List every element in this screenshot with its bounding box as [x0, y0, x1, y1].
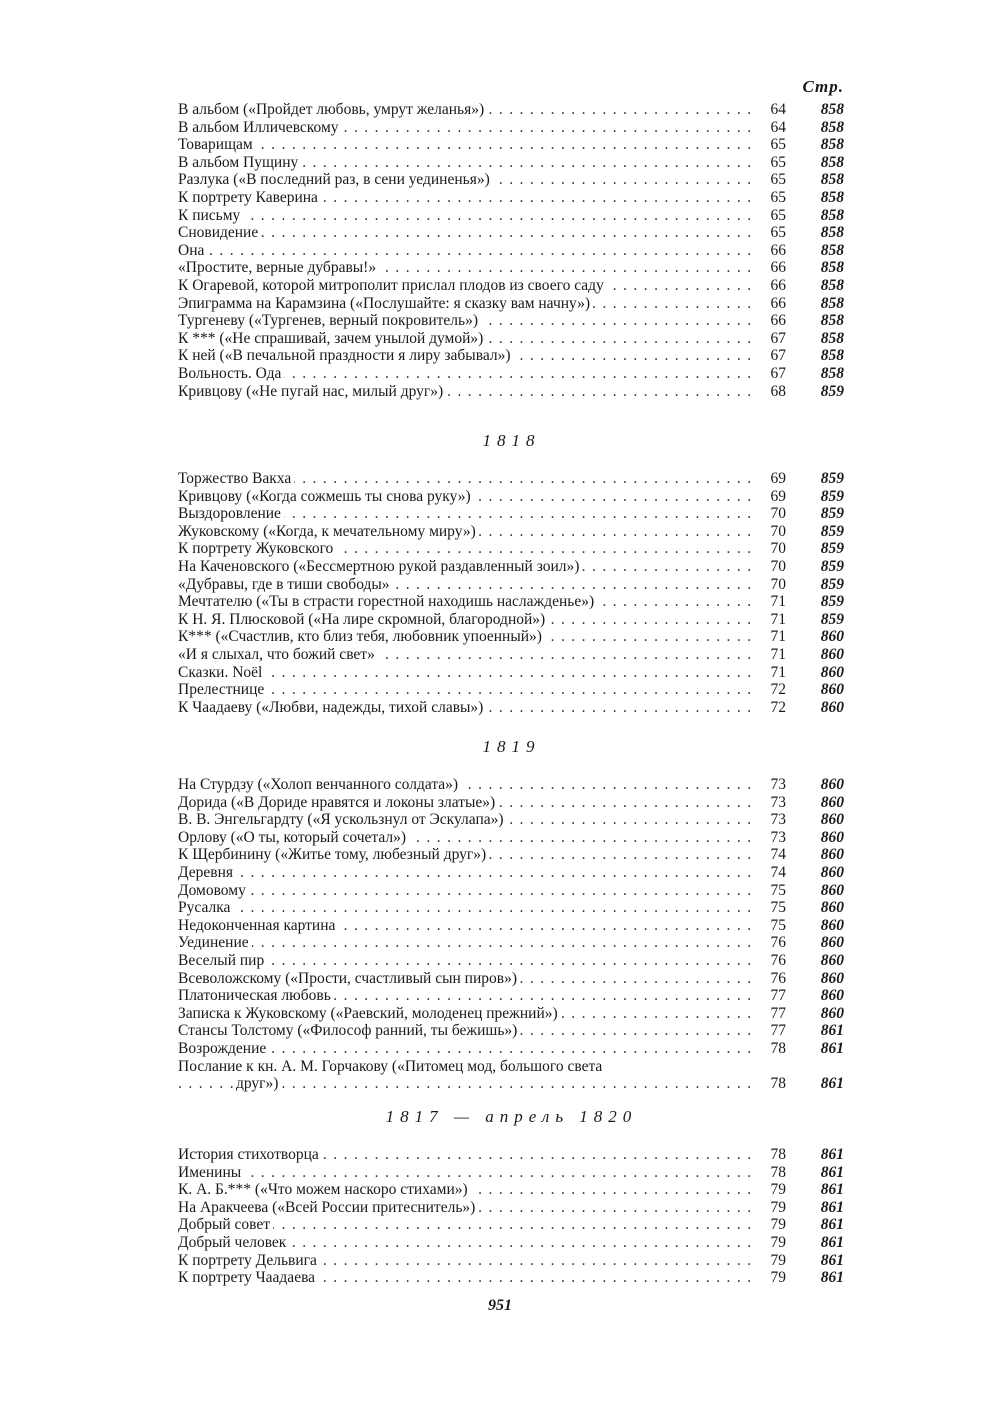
- entry-title: [178, 1199, 756, 1217]
- entry-title: [178, 970, 756, 988]
- entry-title-text: В альбом Илличевскому: [178, 119, 342, 136]
- entry-title: [178, 776, 756, 794]
- entry-title: [178, 1058, 733, 1076]
- toc-entry: [178, 917, 845, 935]
- entry-page-number: 65: [770, 224, 786, 242]
- entry-note-page: 859: [820, 540, 844, 558]
- toc-entry: [178, 1058, 845, 1093]
- entry-note-page: 859: [820, 487, 844, 505]
- entry-page-number: 77: [770, 1022, 786, 1040]
- entry-title: [178, 470, 756, 488]
- entry-page-number: 75: [770, 881, 786, 899]
- entry-title: [178, 136, 756, 154]
- entry-title: [178, 171, 756, 189]
- toc-entry: [178, 277, 845, 295]
- entry-title: [178, 664, 756, 682]
- page-number: 951: [488, 1297, 512, 1314]
- entry-page-number: 70: [770, 522, 786, 540]
- entry-note-page: 858: [820, 259, 844, 277]
- entry-title: [178, 1234, 756, 1252]
- entry-note-page: 860: [820, 793, 844, 811]
- toc-entry: [178, 207, 845, 225]
- toc-entry: [178, 1146, 845, 1164]
- entry-note-page: 861: [820, 1251, 844, 1269]
- entry-page-number: 79: [770, 1181, 786, 1199]
- entry-title-text: К Н. Я. Плюсковой («На лире скромной, благородной»): [178, 611, 548, 628]
- entry-title: [178, 987, 756, 1005]
- entry-title-text: Дорида («В Дориде нравятся и локоны златые»): [178, 794, 498, 811]
- entry-title: [178, 1216, 756, 1234]
- toc-entry: [178, 558, 845, 576]
- entry-page-number: 75: [770, 899, 786, 917]
- entry-title-text: Деревня: [178, 864, 236, 881]
- toc-entry: [178, 628, 845, 646]
- entry-page-number: 70: [770, 540, 786, 558]
- entry-note-page: 860: [820, 846, 844, 864]
- entry-page-number: 71: [770, 628, 786, 646]
- entry-title-text: Тургеневу («Тургенев, верный покровитель»): [178, 312, 481, 329]
- entry-title-text: В альбом Пущину: [178, 154, 301, 171]
- entry-page-number: 71: [770, 593, 786, 611]
- entry-title: [178, 1040, 756, 1058]
- toc-entry: [178, 259, 845, 277]
- entry-note-page: 860: [820, 987, 844, 1005]
- entry-title-text: Прелестнице: [178, 681, 267, 698]
- entry-note-page: 859: [820, 522, 844, 540]
- entry-title-text: Послание к кн. А. М. Горчакову («Питомец мод, большого света: [178, 1058, 605, 1075]
- entry-title: [178, 224, 756, 242]
- toc-entry: [178, 505, 845, 523]
- entry-title: [178, 846, 756, 864]
- entry-title-text: Недоконченная картина: [178, 917, 338, 934]
- entry-title-continuation: [178, 1075, 756, 1093]
- toc-entry: [178, 1252, 845, 1270]
- entry-title-text: Уединение: [178, 934, 252, 951]
- entry-title: [178, 365, 756, 383]
- entry-title-text: Платоническая любовь: [178, 987, 334, 1004]
- entry-title-text: «И я слыхал, что божий свет»: [178, 646, 378, 663]
- entry-note-page: 859: [820, 610, 844, 628]
- entry-page-number: 78: [770, 1075, 786, 1093]
- entry-title: [178, 899, 756, 917]
- entry-title-text: Товарищам: [178, 136, 256, 153]
- entry-title: [178, 1181, 756, 1199]
- entry-title-text: В альбом («Пройдет любовь, умрут желанья»): [178, 101, 487, 118]
- entry-title: [178, 540, 756, 558]
- entry-page-number: 69: [770, 470, 786, 487]
- entry-note-page: 860: [820, 1004, 844, 1022]
- toc-entry: [178, 347, 845, 365]
- toc-entry: [178, 383, 845, 401]
- entry-page-number: 64: [770, 118, 786, 136]
- entry-page-number: 70: [770, 557, 786, 575]
- toc-entry: [178, 171, 845, 189]
- entry-page-number: 76: [770, 934, 786, 952]
- entry-title: [178, 347, 756, 365]
- entry-title-text: Русалка: [178, 899, 233, 916]
- entry-page-number: 71: [770, 645, 786, 663]
- entry-title-text: Сказки. Noël: [178, 664, 265, 681]
- toc-entry: [178, 224, 845, 242]
- entry-note-page: 860: [820, 628, 844, 646]
- entry-title-text: К*** («Счастлив, кто близ тебя, любовник упоенный»): [178, 628, 545, 645]
- section-1819: [178, 737, 845, 1093]
- toc-entry: [178, 523, 845, 541]
- entry-note-page: 858: [820, 347, 844, 365]
- entry-note-page: 861: [820, 1022, 844, 1040]
- entry-title-text: На Аракчеева («Всей России притеснитель»): [178, 1199, 478, 1216]
- toc-entry: [178, 681, 845, 699]
- entry-page-number: 71: [770, 663, 786, 681]
- toc-entry: [178, 540, 845, 558]
- toc-entry: [178, 136, 845, 154]
- entry-title: [178, 189, 756, 207]
- toc-entry: [178, 987, 845, 1005]
- entry-title: [178, 917, 756, 935]
- entry-title: [178, 699, 756, 717]
- entry-note-page: 858: [820, 364, 844, 382]
- entry-page-number: 79: [770, 1233, 786, 1251]
- toc-entry: [178, 189, 845, 207]
- toc-entry: [178, 470, 845, 488]
- entry-title-text: «Простите, верные дубравы!»: [178, 259, 379, 276]
- entry-title-text: К Огаревой, которой митрополит прислал плодов из своего саду: [178, 277, 607, 294]
- entry-title: [178, 882, 756, 900]
- toc-entry: [178, 154, 845, 172]
- toc-entry: [178, 829, 845, 847]
- entry-title: [178, 1269, 756, 1287]
- entry-title: [178, 488, 756, 506]
- entry-page-number: 65: [770, 136, 786, 154]
- entry-note-page: 860: [820, 663, 844, 681]
- entry-note-page: 858: [820, 153, 844, 171]
- entry-title: [178, 523, 756, 541]
- entry-note-page: 858: [820, 171, 844, 189]
- toc-entry: [178, 1005, 845, 1023]
- entry-title-text: История стихотворца: [178, 1146, 322, 1163]
- toc-entry: [178, 646, 845, 664]
- entry-page-number: 73: [770, 828, 786, 846]
- entry-page-number: 68: [770, 382, 786, 400]
- entry-title: [178, 383, 756, 401]
- entry-title: [178, 1164, 756, 1182]
- toc-entry: [178, 864, 845, 882]
- entry-note-page: 861: [820, 1163, 844, 1181]
- entry-page-number: 70: [770, 505, 786, 523]
- entry-note-page: 860: [820, 881, 844, 899]
- entry-note-page: 858: [820, 101, 844, 118]
- entry-page-number: 65: [770, 153, 786, 171]
- entry-note-page: 860: [820, 698, 844, 716]
- entry-title: [178, 681, 756, 699]
- entry-title-text: К письму: [178, 207, 243, 224]
- entry-note-page: 858: [820, 294, 844, 312]
- entry-title: [178, 558, 756, 576]
- entry-title: [178, 829, 756, 847]
- entry-note-page: 861: [820, 1075, 844, 1093]
- entry-note-page: 860: [820, 645, 844, 663]
- entry-title: [178, 154, 756, 172]
- entry-title-text: Записка к Жуковскому («Раевский, молоденец прежний»): [178, 1005, 561, 1022]
- entry-note-page: 861: [820, 1039, 844, 1057]
- entry-title: [178, 505, 756, 523]
- toc-entry: [178, 934, 845, 952]
- entry-note-page: 858: [820, 188, 844, 206]
- section-year-heading: 1818: [482, 431, 541, 450]
- entry-page-number: 72: [770, 698, 786, 716]
- entry-note-page: 859: [820, 505, 844, 523]
- entry-page-number: 65: [770, 206, 786, 224]
- toc-entry: [178, 593, 845, 611]
- entry-title: [178, 646, 756, 664]
- entry-note-page: 860: [820, 951, 844, 969]
- section-year-heading: 1817 — апрель 1820: [385, 1107, 638, 1126]
- entry-title: [178, 794, 756, 812]
- entry-title: [178, 864, 756, 882]
- entry-page-number: 73: [770, 793, 786, 811]
- entry-page-number: 77: [770, 987, 786, 1005]
- entry-page-number: 65: [770, 188, 786, 206]
- toc-entry: [178, 488, 845, 506]
- entry-note-page: 860: [820, 934, 844, 952]
- toc-entry: [178, 776, 845, 794]
- entry-page-number: 70: [770, 575, 786, 593]
- entry-page-number: 66: [770, 259, 786, 277]
- entry-note-page: 859: [820, 593, 844, 611]
- entry-page-number: 66: [770, 312, 786, 330]
- entry-page-number: 79: [770, 1269, 786, 1287]
- toc-entry: [178, 882, 845, 900]
- entry-title-text: К портрету Чаадаева: [178, 1269, 318, 1286]
- toc-entry: [178, 365, 845, 383]
- entry-page-number: 79: [770, 1216, 786, 1234]
- toc-entry: [178, 576, 845, 594]
- entry-title-text: «Дубравы, где в тиши свободы»: [178, 576, 393, 593]
- entry-page-number: 69: [770, 487, 786, 505]
- entry-title-text: Выздоровление: [178, 505, 284, 522]
- entry-title-text: Разлука («В последний раз, в сени уединенья»): [178, 171, 493, 188]
- entry-note-page: 861: [820, 1181, 844, 1199]
- entry-title: [178, 1146, 756, 1164]
- toc-entry: [178, 970, 845, 988]
- section-1818: [178, 431, 845, 716]
- entry-note-page: 861: [820, 1146, 844, 1163]
- entry-note-page: 861: [820, 1233, 844, 1251]
- toc-entry: [178, 1164, 845, 1182]
- toc-entry: [178, 611, 845, 629]
- entry-title-text: Мечтателю («Ты в страсти горестной находишь наслажденье»): [178, 593, 597, 610]
- entry-title: [178, 119, 756, 137]
- entry-title: [178, 593, 756, 611]
- entry-note-page: 860: [820, 969, 844, 987]
- entry-title-text: К Чаадаеву («Любви, надежды, тихой славы»): [178, 699, 486, 716]
- entry-note-page: 861: [820, 1216, 844, 1234]
- entry-page-number: 76: [770, 951, 786, 969]
- entry-page-number: 66: [770, 294, 786, 312]
- entry-title-text: На Стурдзу («Холоп венчанного солдата»): [178, 776, 461, 793]
- entry-page-number: 74: [770, 846, 786, 864]
- entry-page-number: 75: [770, 916, 786, 934]
- entry-title: [178, 207, 756, 225]
- toc-entry: [178, 794, 845, 812]
- toc-entry: [178, 1022, 845, 1040]
- toc-entry: [178, 101, 845, 119]
- entry-title-text: Веселый пир: [178, 952, 267, 969]
- entry-page-number: 64: [770, 101, 786, 118]
- entry-page-number: 65: [770, 171, 786, 189]
- entry-title: [178, 101, 756, 119]
- entry-title: [178, 811, 756, 829]
- entry-title-text: К портрету Жуковского: [178, 540, 336, 557]
- entry-title: [178, 330, 756, 348]
- toc-entry: [178, 699, 845, 717]
- toc-entry: [178, 952, 845, 970]
- entry-title-text: Добрый совет: [178, 1216, 273, 1233]
- toc-entry: [178, 119, 845, 137]
- entry-page-number: 79: [770, 1198, 786, 1216]
- entry-title-text: Эпиграмма на Карамзина («Послушайте: я сказку вам начну»): [178, 295, 593, 312]
- column-header: Стр.: [802, 77, 844, 96]
- toc-entry: [178, 664, 845, 682]
- entry-title: [178, 934, 756, 952]
- entry-note-page: 860: [820, 916, 844, 934]
- entry-title-text: В. В. Энгельгардту («Я ускользнул от Эскулапа»): [178, 811, 507, 828]
- entry-page-number: 79: [770, 1251, 786, 1269]
- entry-note-page: 860: [820, 776, 844, 793]
- entry-page-number: 71: [770, 610, 786, 628]
- entry-title-text: Кривцову («Не пугай нас, милый друг»): [178, 383, 446, 400]
- entry-title: [178, 259, 756, 277]
- entry-page-number: 66: [770, 241, 786, 259]
- section-year-heading: 1819: [482, 737, 541, 756]
- section-1817-1820: [178, 1107, 845, 1287]
- entry-title-text: Жуковскому («Когда, к мечательному миру»): [178, 523, 479, 540]
- entry-title: [178, 277, 756, 295]
- entry-page-number: 72: [770, 681, 786, 699]
- entry-title-text: К. А. Б.*** («Что можем наскоро стихами»): [178, 1181, 471, 1198]
- entry-title-text: Торжество Вакха: [178, 470, 294, 487]
- entry-page-number: 67: [770, 347, 786, 365]
- toc-entry: [178, 1216, 845, 1234]
- entry-title-text: К *** («Не спрашивай, зачем унылой думой»): [178, 330, 486, 347]
- entry-note-page: 858: [820, 224, 844, 242]
- toc-entry: [178, 312, 845, 330]
- entry-page-number: 74: [770, 863, 786, 881]
- entry-page-number: 78: [770, 1039, 786, 1057]
- entry-page-number: 78: [770, 1163, 786, 1181]
- entry-title: [178, 952, 756, 970]
- entry-note-page: 858: [820, 136, 844, 154]
- entry-title-text: Сновидение: [178, 224, 261, 241]
- entry-page-number: 76: [770, 969, 786, 987]
- entry-note-page: 861: [820, 1269, 844, 1287]
- entry-title-text: Орлову («О ты, который сочетал»): [178, 829, 409, 846]
- entry-title: [178, 576, 756, 594]
- entry-title: [178, 611, 756, 629]
- toc-entry: [178, 899, 845, 917]
- toc-entry: [178, 1181, 845, 1199]
- entry-note-page: 860: [820, 811, 844, 829]
- entry-title-text: Домовому: [178, 882, 249, 899]
- entry-note-page: 858: [820, 241, 844, 259]
- entry-note-page: 858: [820, 329, 844, 347]
- entry-page-number: 67: [770, 364, 786, 382]
- entry-title: [178, 312, 756, 330]
- entry-title: [178, 1022, 756, 1040]
- entry-title-text: К Щербинину («Житье тому, любезный друг»): [178, 846, 489, 863]
- entry-title: [178, 242, 756, 260]
- toc-entry: [178, 846, 845, 864]
- entry-title-text: К ней («В печальной праздности я лиру забывал»): [178, 347, 514, 364]
- entry-note-page: 859: [820, 382, 844, 400]
- entry-title-text: Вольность. Ода: [178, 365, 284, 382]
- entry-page-number: 67: [770, 329, 786, 347]
- section-1817: [178, 101, 845, 400]
- entry-title: [178, 1252, 756, 1270]
- entry-title-text: Добрый человек: [178, 1234, 289, 1251]
- entry-page-number: 73: [770, 776, 786, 793]
- entry-title: [178, 295, 756, 313]
- entry-title-text: Стансы Толстому («Философ ранний, ты бежишь»): [178, 1022, 520, 1039]
- entry-title-text: К портрету Каверина: [178, 189, 321, 206]
- toc-entry: [178, 1199, 845, 1217]
- entry-note-page: 860: [820, 899, 844, 917]
- entry-title-text: Именины: [178, 1164, 244, 1181]
- entry-note-page: 861: [820, 1198, 844, 1216]
- entry-title-text: Возрождение: [178, 1040, 269, 1057]
- entry-note-page: 860: [820, 863, 844, 881]
- toc-entry: [178, 242, 845, 260]
- entry-title: [178, 1005, 756, 1023]
- entry-page-number: 66: [770, 276, 786, 294]
- toc-entry: [178, 295, 845, 313]
- entry-note-page: 859: [820, 557, 844, 575]
- entry-note-page: 858: [820, 118, 844, 136]
- entry-page-number: 78: [770, 1146, 786, 1163]
- entry-title-text: Всеволожскому («Прости, счастливый сын пиров»): [178, 970, 520, 987]
- toc-entry: [178, 330, 845, 348]
- entry-title-continuation-text: друг»): [236, 1075, 281, 1092]
- toc-entry: [178, 1040, 845, 1058]
- entry-note-page: 858: [820, 206, 844, 224]
- entry-title-text: Она: [178, 242, 207, 259]
- toc-entry: [178, 1269, 845, 1287]
- entry-page-number: 77: [770, 1004, 786, 1022]
- entry-title-text: Кривцову («Когда сожмешь ты снова руку»): [178, 488, 474, 505]
- entry-note-page: 858: [820, 312, 844, 330]
- entry-note-page: 858: [820, 276, 844, 294]
- entry-title-text: К портрету Дельвига: [178, 1252, 320, 1269]
- entry-title-text: На Каченовского («Бессмертною рукой раздавленный зоил»): [178, 558, 582, 575]
- entry-title: [178, 628, 756, 646]
- toc-entry: [178, 811, 845, 829]
- entry-note-page: 859: [820, 470, 844, 487]
- entry-page-number: 73: [770, 811, 786, 829]
- toc-entry: [178, 1234, 845, 1252]
- entry-note-page: 859: [820, 575, 844, 593]
- entry-note-page: 860: [820, 828, 844, 846]
- entry-note-page: 860: [820, 681, 844, 699]
